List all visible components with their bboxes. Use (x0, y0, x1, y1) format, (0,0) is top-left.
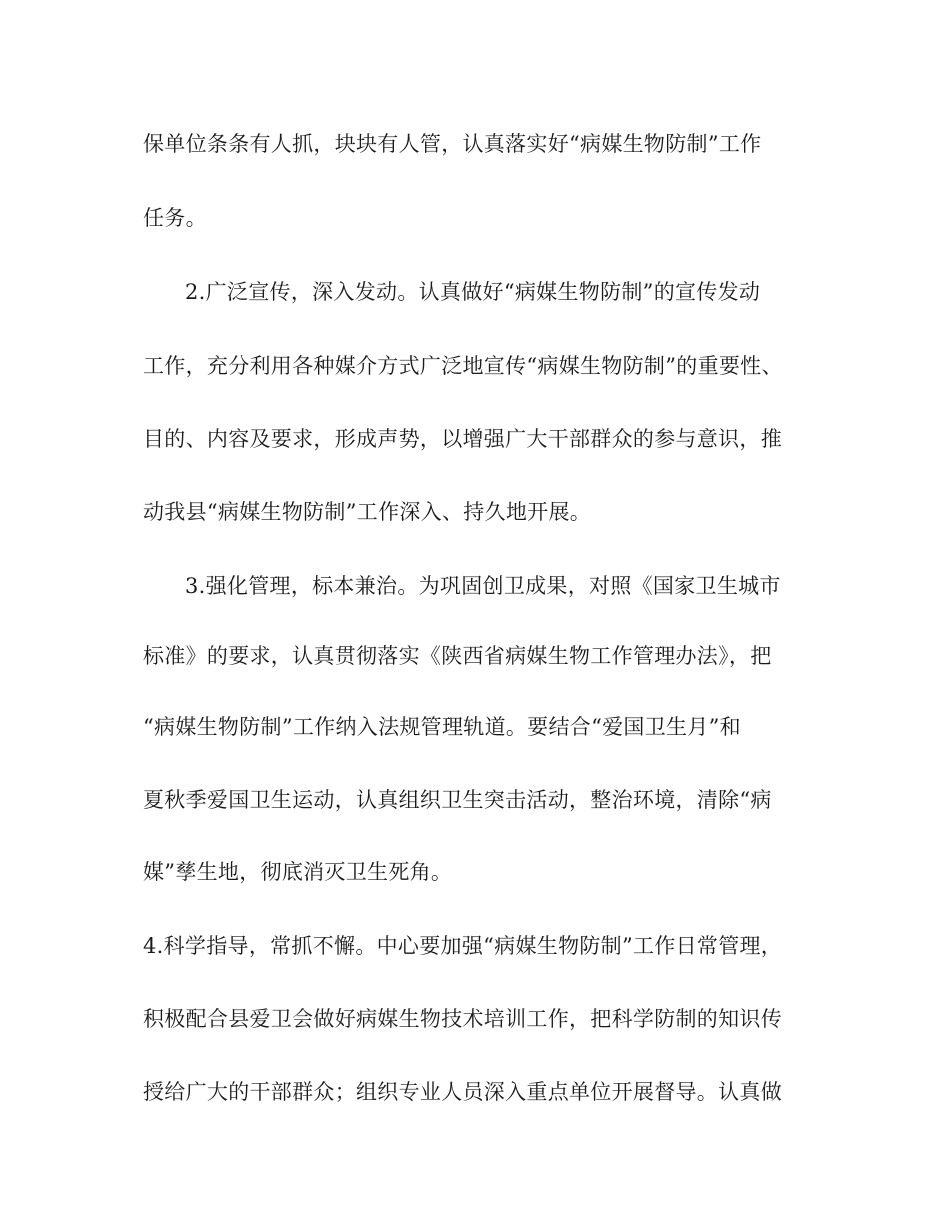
text-line-1: 保单位条条有人抓，块块有人管，认真落实好“病媒生物防制”工作 (143, 132, 762, 156)
text-line-9: “病媒生物防制”工作纳入法规管理轨道。要结合“爱国卫生月”和 (143, 715, 741, 739)
text-line-13: 积极配合县爱卫会做好病媒生物技术培训工作，把科学防制的知识传 (143, 1007, 782, 1031)
text-line-2: 任务。 (143, 206, 207, 230)
text-line-5: 目的、内容及要求，形成声势，以增强广大干部群众的参与意识，推 (143, 427, 782, 451)
text-line-8: 标准》的要求，认真贯彻落实《陕西省病媒生物工作管理办法》，把 (143, 644, 772, 668)
text-line-11: 媒”孳生地，彻底消灭卫生死角。 (143, 860, 453, 884)
text-line-4: 工作，充分利用各种媒介方式广泛地宣传“病媒生物防制”的重要性、 (143, 354, 783, 378)
paragraph-3-start: 3.强化管理，标本兼治。为巩固创卫成果，对照《国家卫生城市 (185, 574, 781, 598)
text-line-10: 夏秋季爱国卫生运动，认真组织卫生突击活动，整治环境，清除“病 (143, 788, 772, 812)
text-line-6: 动我县“病媒生物防制”工作深入、持久地开展。 (143, 500, 592, 524)
text-line-14: 授给广大的干部群众；组织专业人员深入重点单位开展督导。认真做 (143, 1080, 782, 1104)
paragraph-2-start: 2.广泛宣传，深入发动。认真做好“病媒生物防制”的宣传发动 (185, 280, 761, 304)
paragraph-4-start: 4.科学指导，常抓不懈。中心要加强“病媒生物防制”工作日常管理， (143, 934, 783, 958)
